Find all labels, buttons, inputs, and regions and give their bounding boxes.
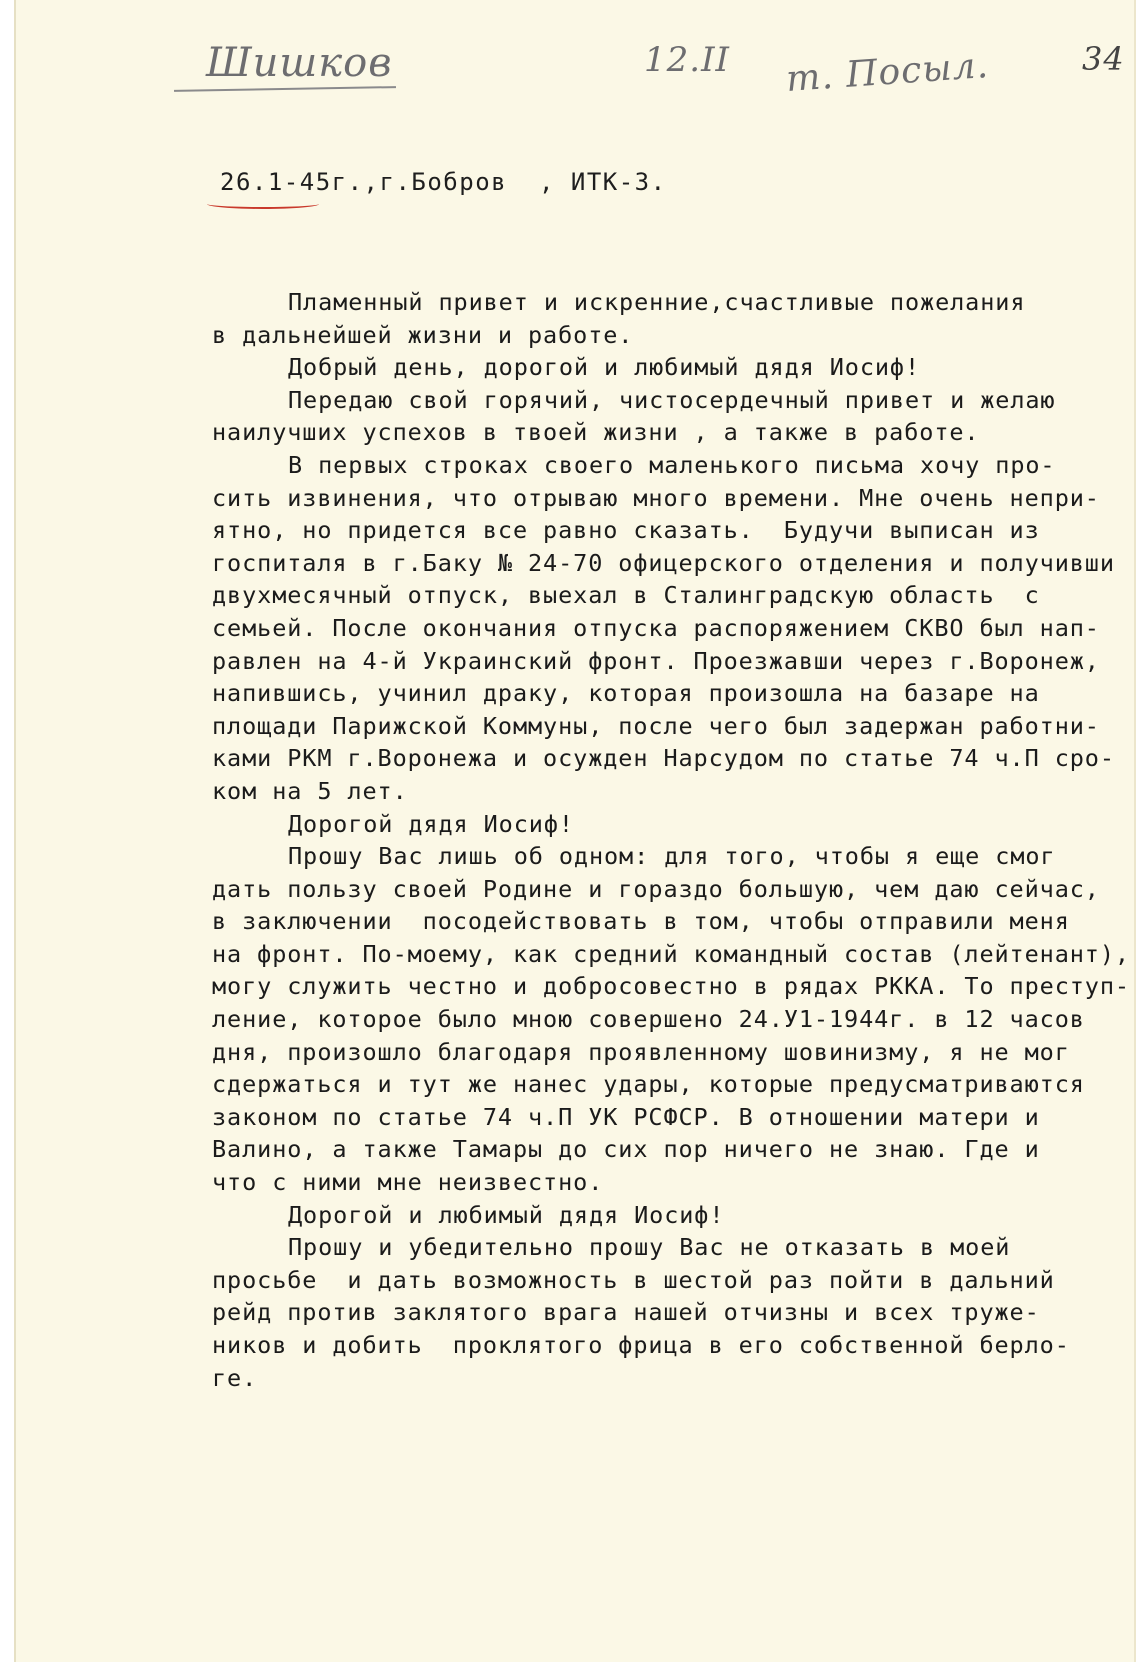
letter-line: законом по статье 74 ч.П УК РСФСР. В отношении матери и (212, 1102, 1040, 1131)
letter-line: семьей. После окончания отпуска распоряжением СКВО был нап- (212, 613, 1100, 642)
letter-line: рейд против заклятого врага нашей отчизны и всех труже- (212, 1298, 1040, 1327)
letter-line: напившись, учинил драку, которая произошла на базаре на (212, 679, 1040, 708)
letter-line: равлен на 4-й Украинский фронт. Проезжавши через г.Воронеж, (212, 646, 1100, 675)
letter-line: ками РКМ г.Воронежа и осужден Нарсудом по статье 74 ч.П сро- (212, 744, 1115, 773)
letter-line: ком на 5 лет. (212, 776, 408, 805)
letter-line: Передаю свой горячий, чистосердечный привет и желаю (288, 385, 1056, 414)
letter-line: сить извинения, что отрываю много времени. Мне очень непри- (212, 483, 1100, 512)
letter-line: в дальнейшей жизни и работе. (212, 320, 634, 349)
letter-line: ление, которое было мною совершено 24.У1-1944г. в 12 часов (212, 1005, 1085, 1034)
letter-line: в заключении посодействовать в том, чтобы отправили меня (212, 907, 1070, 936)
document-page (14, 0, 1136, 1662)
letter-line: Прошу и убедительно прошу Вас не отказать в моей (288, 1233, 1011, 1262)
handwritten-note: т. Посыл. (784, 44, 991, 101)
page-number: 34 (1082, 40, 1125, 78)
letter-line: Дорогой и любимый дядя Иосиф! (288, 1200, 725, 1229)
letter-line: Дорогой дядя Иосиф! (288, 809, 574, 838)
letter-heading: 26.1-45г.,г.Бобров , ИТК-3. (220, 168, 667, 196)
letter-line: сдержаться и тут же нанес удары, которые предусматриваются (212, 1070, 1085, 1099)
handwritten-name: Шишков (206, 40, 393, 86)
letter-body (212, 286, 1142, 1394)
letter-line: двухмесячный отпуск, выехал в Сталинградскую область с (212, 581, 1040, 610)
letter-line: ников и добить проклятого фрица в его собственной берло- (212, 1331, 1070, 1359)
letter-line: могу служить честно и добросовестно в рядах РККА. То преступ- (212, 972, 1130, 1001)
letter-line: Прошу Вас лишь об одном: для того, чтобы я еще смог (288, 842, 1056, 871)
letter-line: Добрый день, дорогой и любимый дядя Иосиф! (288, 353, 921, 382)
letter-line: наилучших успехов в твоей жизни , а также в работе. (212, 418, 980, 447)
letter-line: ге. (212, 1363, 258, 1392)
letter-line: площади Парижской Коммуны, после чего был задержан работни- (212, 711, 1100, 740)
letter-line: В первых строках своего маленького письма хочу про- (288, 450, 1056, 479)
handwritten-date: 12.II (644, 40, 730, 80)
handwritten-underline (174, 86, 396, 92)
letter-line: просьбе и дать возможность в шестой раз пойти в дальний (212, 1265, 1055, 1294)
letter-line: ятно, но придется все равно сказать. Будучи выписан из (212, 516, 1040, 545)
letter-line: дня, произошло благодаря проявленному шовинизму, я не мог (212, 1037, 1070, 1066)
letter-line: госпиталя в г.Баку № 24-70 офицерского отделения и получивши (212, 548, 1115, 577)
letter-line: что с ними мне неизвестно. (212, 1168, 604, 1197)
letter-line: Пламенный привет и искренние,счастливые пожелания (288, 288, 1026, 316)
red-pencil-underline (207, 199, 319, 209)
letter-line: Валино, а также Тамары до сих пор ничего не знаю. Где и (212, 1135, 1040, 1164)
letter-line: на фронт. По-моему, как средний командный состав (лейтенант), (212, 939, 1130, 968)
letter-line: дать пользу своей Родине и гораздо большую, чем даю сейчас, (212, 874, 1100, 903)
